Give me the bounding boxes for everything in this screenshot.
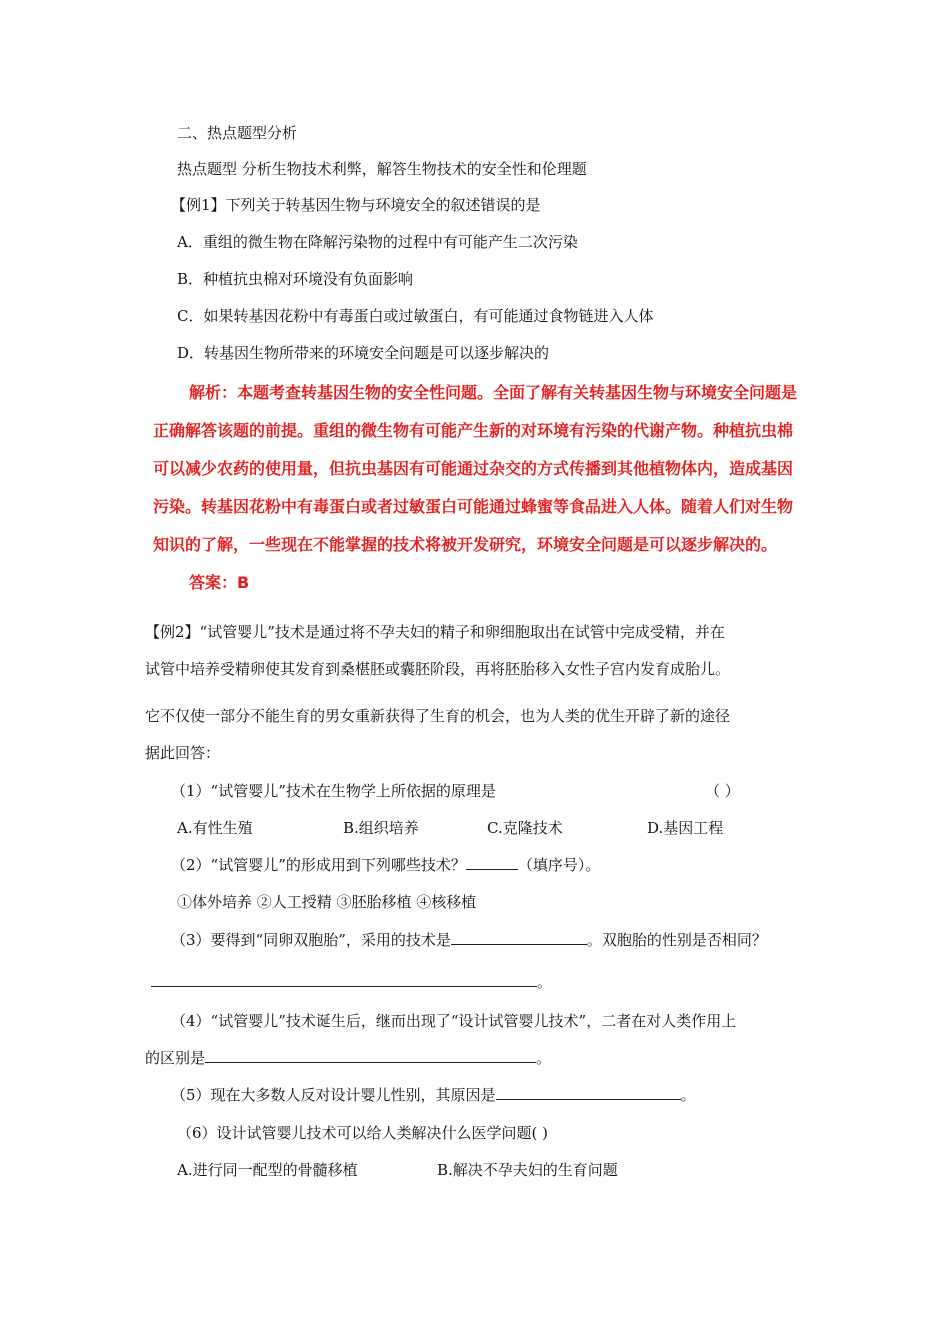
question-2 bbox=[171, 855, 600, 875]
question-3-blank-2[interactable] bbox=[151, 972, 537, 987]
question-1-option-b: B.组织培养 bbox=[343, 819, 419, 837]
question-4-line1: （4）“试管婴儿”技术诞生后，继而出现了“设计试管婴儿技术”，二者在对人类作用上 bbox=[171, 1012, 737, 1030]
example1-answer: 答案：B bbox=[189, 573, 250, 592]
example1-analysis-line: 解析：本题考查转基因生物的安全性问题。全面了解有关转基因生物与环境安全问题是 bbox=[189, 383, 798, 402]
question-6-option-b: B.解决不孕夫妇的生育问题 bbox=[437, 1161, 618, 1179]
question-2-text: （2）“试管婴儿”的形成用到下列哪些技术？ bbox=[171, 856, 466, 874]
question-3-second-line bbox=[151, 972, 552, 992]
hot-topic-heading: 热点题型 分析生物技术利弊，解答生物技术的安全性和伦理题 bbox=[177, 160, 587, 178]
question-2-options: ①体外培养 ②人工授精 ③胚胎移植 ④核移植 bbox=[177, 893, 477, 911]
question-4-line2 bbox=[145, 1048, 551, 1068]
question-1 bbox=[171, 781, 496, 801]
example1-option-a: A．重组的微生物在降解污染物的过程中有可能产生二次污染 bbox=[177, 233, 578, 251]
example1-option-c: C．如果转基因花粉中有毒蛋白或过敏蛋白，有可能通过食物链进入人体 bbox=[177, 307, 654, 325]
question-5-blank[interactable] bbox=[496, 1085, 681, 1100]
example1-analysis-line: 可以减少农药的使用量，但抗虫基因有可能通过杂交的方式传播到其他植物体内，造成基因 bbox=[153, 459, 794, 478]
question-4-end: 。 bbox=[536, 1049, 552, 1067]
question-2-blank[interactable] bbox=[466, 855, 518, 870]
question-3-end: 。 bbox=[537, 973, 553, 991]
question-4-text: 的区别是 bbox=[145, 1049, 206, 1067]
example2-stem-line: 据此回答： bbox=[145, 744, 221, 762]
question-4-blank[interactable] bbox=[205, 1048, 536, 1063]
example2-stem-line: 它不仅使一部分不能生育的男女重新获得了生育的机会，也为人类的优生开辟了新的途径 bbox=[145, 707, 731, 725]
question-3-tail: 。双胞胎的性别是否相同？ bbox=[586, 931, 767, 949]
example1-option-d: D．转基因生物所带来的环境安全问题是可以逐步解决的 bbox=[177, 344, 550, 362]
question-1-option-d: D.基因工程 bbox=[647, 819, 724, 837]
section-title: 二、热点题型分析 bbox=[177, 124, 298, 142]
question-6-option-a: A.进行同一配型的骨髓移植 bbox=[177, 1161, 358, 1179]
question-1-answer-paren[interactable]: （ ） bbox=[705, 782, 740, 800]
example1-analysis-line: 知识的了解，一些现在不能掌握的技术将被开发研究，环境安全问题是可以逐步解决的。 bbox=[153, 535, 778, 554]
question-5-end: 。 bbox=[680, 1086, 696, 1104]
question-3-blank[interactable] bbox=[451, 930, 587, 945]
example1-analysis-line: 污染。转基因花粉中有毒蛋白或者过敏蛋白可能通过蜂蜜等食品进入人体。随着人们对生物 bbox=[153, 497, 794, 516]
question-6: （6）设计试管婴儿技术可以给人类解决什么医学问题( ) bbox=[177, 1124, 549, 1142]
example1-option-b: B．种植抗虫棉对环境没有负面影响 bbox=[177, 270, 414, 288]
question-1-option-c: C.克隆技术 bbox=[487, 819, 563, 837]
example2-stem-line: 【例2】“试管婴儿”技术是通过将不孕夫妇的精子和卵细胞取出在试管中完成受精，并在 bbox=[145, 623, 725, 641]
question-1-option-a: A.有性生殖 bbox=[177, 819, 253, 837]
question-2-tail: （填序号）。 bbox=[517, 856, 601, 874]
question-3-text: （3）要得到“同卵双胞胎”，采用的技术是 bbox=[171, 931, 451, 949]
question-5-text: （5）现在大多数人反对设计婴儿性别，其原因是 bbox=[171, 1086, 496, 1104]
question-3 bbox=[171, 930, 767, 950]
example1-stem: 【例1】下列关于转基因生物与环境安全的叙述错误的是 bbox=[171, 196, 541, 214]
example2-stem-line: 试管中培养受精卵使其发育到桑椹胚或囊胚阶段，再将胚胎移入女性子宫内发育成胎儿。 bbox=[145, 660, 731, 678]
question-5 bbox=[171, 1085, 696, 1105]
question-1-text: （1）“试管婴儿”技术在生物学上所依据的原理是 bbox=[171, 782, 496, 800]
example1-analysis-line: 正确解答该题的前提。重组的微生物有可能产生新的对环境有污染的代谢产物。种植抗虫棉 bbox=[153, 421, 794, 440]
